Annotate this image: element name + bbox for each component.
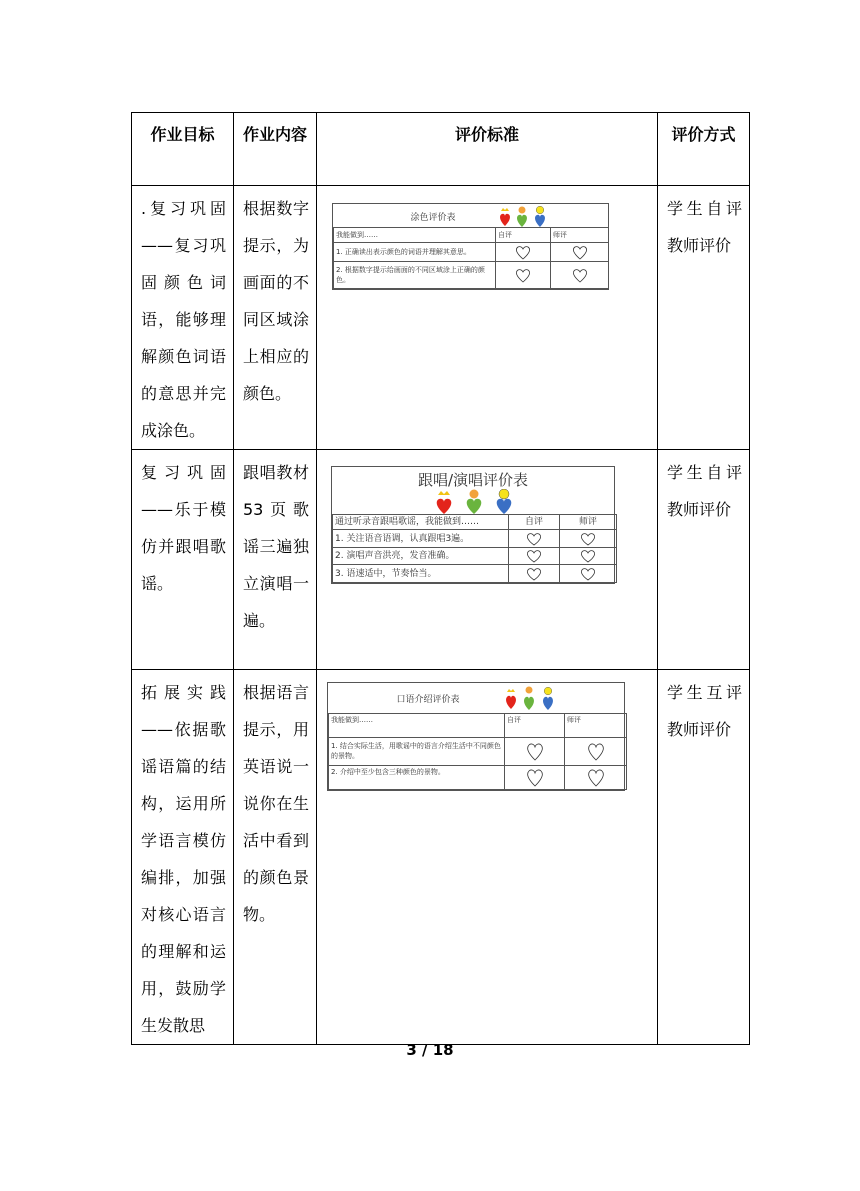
- singing-rubric: [331, 466, 615, 584]
- method-cell: 学生自评 教师评价: [658, 186, 750, 450]
- rubric-item: 2. 根据数字提示给画面的不同区域涂上正确的颜色。: [334, 262, 496, 289]
- criteria-cell: [317, 670, 658, 1045]
- heart-outline-icon: [551, 243, 609, 262]
- method-cell: 学生互评 教师评价: [658, 670, 750, 1045]
- header-criteria: 评价标准: [317, 113, 658, 186]
- table-row: [132, 670, 750, 1045]
- rubric-title: 涂色评价表: [410, 213, 456, 223]
- rubric-head-teacher: 师评: [560, 515, 617, 530]
- oral-rubric: [327, 682, 625, 791]
- content-cell: 跟唱教材53页歌谣三遍独立演唱一遍。: [234, 450, 317, 670]
- header-row: [132, 113, 750, 186]
- rubric-item: 2. 介绍中至少包含三种颜色的景物。: [329, 765, 505, 789]
- heart-outline-icon: [509, 565, 560, 583]
- criteria-cell: [317, 450, 658, 670]
- rubric-grid: [332, 514, 617, 583]
- rubric-item: 1. 结合实际生活，用歌谣中的语言介绍生活中不同颜色的景物。: [329, 738, 505, 766]
- heart-outline-icon: [551, 262, 609, 289]
- content-cell: 根据数字提示，为画面的不同区域涂上相应的颜色。: [234, 186, 317, 450]
- rubric-head-item: 通过听录音跟唱歌谣，我能做到……: [333, 515, 509, 530]
- content-cell: 根据语言提示，用英语说一说你在生活中看到的颜色景物。: [234, 670, 317, 1045]
- header-content: 作业内容: [234, 113, 317, 186]
- heart-outline-icon: [560, 530, 617, 548]
- heart-outline-icon: [496, 262, 551, 289]
- rubric-head-self: 自评: [505, 714, 565, 738]
- heart-outline-icon: [509, 530, 560, 548]
- rubric-item: 3. 语速适中，节奏恰当。: [333, 565, 509, 583]
- table-row: [132, 186, 750, 450]
- goal-cell: 复习巩固——乐于模仿并跟唱歌谣。: [132, 450, 234, 670]
- header-method: 评价方式: [658, 113, 750, 186]
- rubric-head-teacher: 师评: [565, 714, 627, 738]
- assignment-table: [131, 112, 750, 1045]
- heart-outline-icon: [560, 565, 617, 583]
- goal-cell: 拓展实践——依据歌谣语篇的结构，运用所学语言模仿编排，加强对核心语言的理解和运用，鼓励学生发散思: [132, 670, 234, 1045]
- rubric-item: 2. 演唱声音洪亮，发音准确。: [333, 547, 509, 565]
- table-row: [132, 450, 750, 670]
- rubric-head-self: 自评: [509, 515, 560, 530]
- rubric-head-teacher: 师评: [551, 228, 609, 243]
- rubric-item: 1. 关注语音语调，认真跟唱3遍。: [333, 530, 509, 548]
- rubric-title: 口语介绍评价表: [396, 695, 460, 705]
- rubric-title: 跟唱/演唱评价表: [417, 471, 529, 489]
- header-goal: 作业目标: [132, 113, 234, 186]
- emoji-hearts-icon: [505, 686, 561, 715]
- goal-cell: .复习巩固——复习巩固颜色词语，能够理解颜色词语的意思并完成涂色。: [132, 186, 234, 450]
- heart-outline-icon: [496, 243, 551, 262]
- rubric-item: 1. 正确读出表示颜色的词语并理解其意思。: [334, 243, 496, 262]
- criteria-cell: [317, 186, 658, 450]
- rubric-grid: [333, 227, 609, 289]
- rubric-head-item: 我能做到……: [334, 228, 496, 243]
- rubric-grid: [328, 713, 627, 790]
- heart-outline-icon: [505, 738, 565, 766]
- page-number: 3 / 18: [406, 1041, 454, 1059]
- heart-outline-icon: [560, 547, 617, 565]
- method-cell: 学生自评 教师评价: [658, 450, 750, 670]
- heart-outline-icon: [565, 738, 627, 766]
- rubric-head-self: 自评: [496, 228, 551, 243]
- coloring-rubric: [332, 203, 609, 290]
- rubric-head-item: 我能做到……: [329, 714, 505, 738]
- heart-outline-icon: [505, 765, 565, 789]
- heart-outline-icon: [565, 765, 627, 789]
- heart-outline-icon: [509, 547, 560, 565]
